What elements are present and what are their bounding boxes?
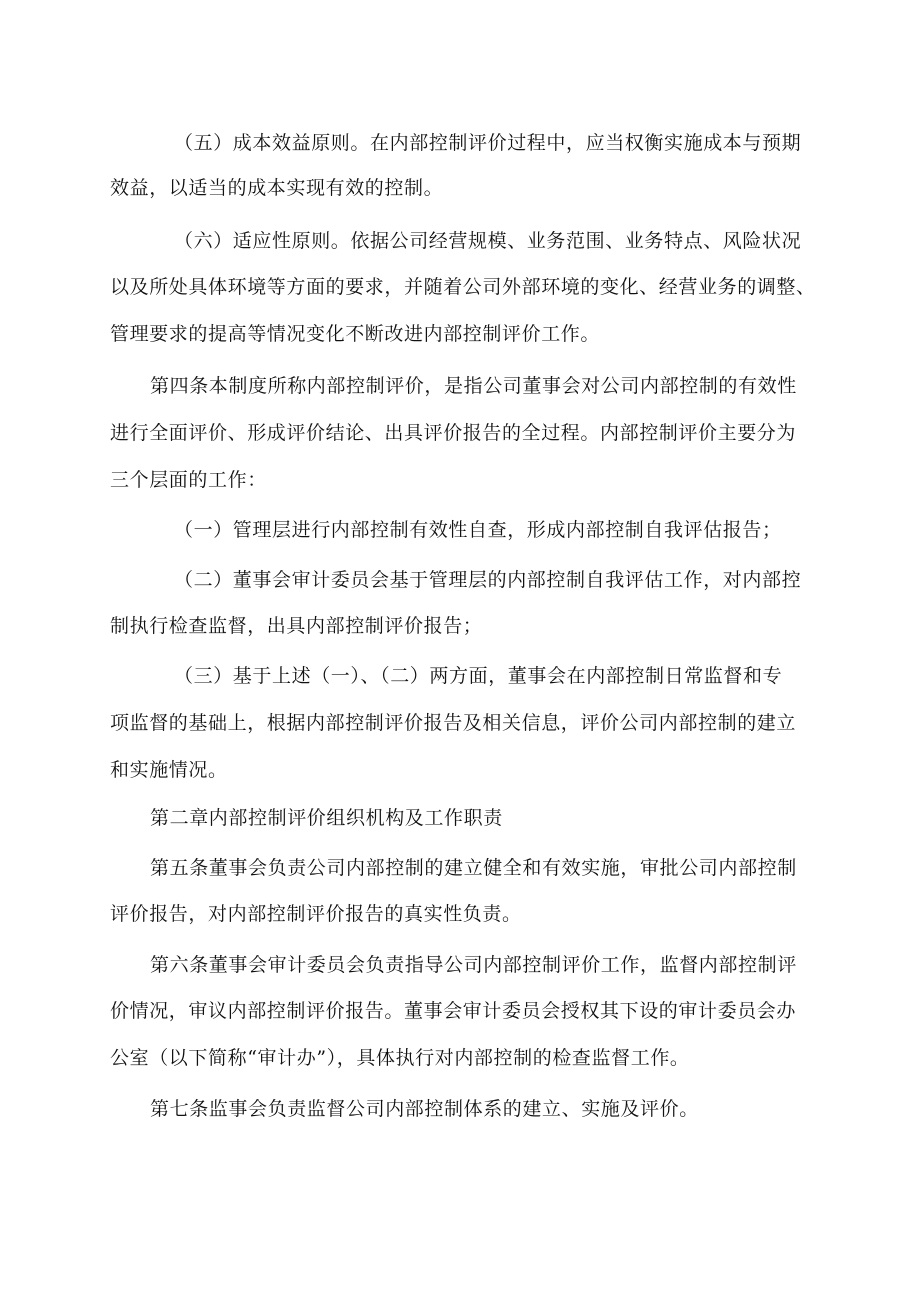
text-line: （一）管理层进行内部控制有效性自查，形成内部控制自我评估报告； [174, 519, 782, 541]
text-line: 第四条本制度所称内部控制评价，是指公司董事会对公司内部控制的有效性 [150, 375, 797, 397]
chapter-title: 第二章内部控制评价组织机构及工作职责 [150, 807, 503, 829]
text-line: 效益，以适当的成本实现有效的控制。 [110, 177, 444, 199]
text-line: 和实施情况。 [110, 759, 228, 781]
text-line: 管理要求的提高等情况变化不断改进内部控制评价工作。 [110, 323, 601, 345]
text-line: （二）董事会审计委员会基于管理层的内部控制自我评估工作，对内部控 [174, 569, 802, 591]
text-line: （六）适应性原则。依据公司经营规模、业务范围、业务特点、风险状况 [174, 230, 802, 252]
text-line: 价情况，审议内部控制评价报告。董事会审计委员会授权其下设的审计委员会办 [110, 1000, 797, 1022]
text-line: 制执行检查监督，出具内部控制评价报告； [110, 615, 483, 637]
text-line: （三）基于上述（一）、（二）两方面，董事会在内部控制日常监督和专 [174, 665, 783, 687]
text-line: 公室（以下简称“审计办”），具体执行对内部控制的检查监督工作。 [110, 1047, 690, 1069]
text-line: 以及所处具体环境等方面的要求，并随着公司外部环境的变化、经营业务的调整、 [110, 276, 816, 298]
text-line: 第六条董事会审计委员会负责指导公司内部控制评价工作，监督内部控制评 [150, 954, 797, 976]
text-line: （五）成本效益原则。在内部控制评价过程中，应当权衡实施成本与预期 [174, 132, 802, 154]
text-line: 进行全面评价、形成评价结论、出具评价报告的全过程。内部控制评价主要分为 [110, 422, 797, 444]
text-line: 项监督的基础上，根据内部控制评价报告及相关信息，评价公司内部控制的建立 [110, 712, 797, 734]
text-line: 评价报告，对内部控制评价报告的真实性负责。 [110, 903, 522, 925]
text-line: 第五条董事会负责公司内部控制的建立健全和有效实施，审批公司内部控制 [150, 857, 797, 879]
text-line: 三个层面的工作： [110, 469, 267, 491]
text-line: 第七条监事会负责监督公司内部控制体系的建立、实施及评价。 [150, 1098, 699, 1120]
